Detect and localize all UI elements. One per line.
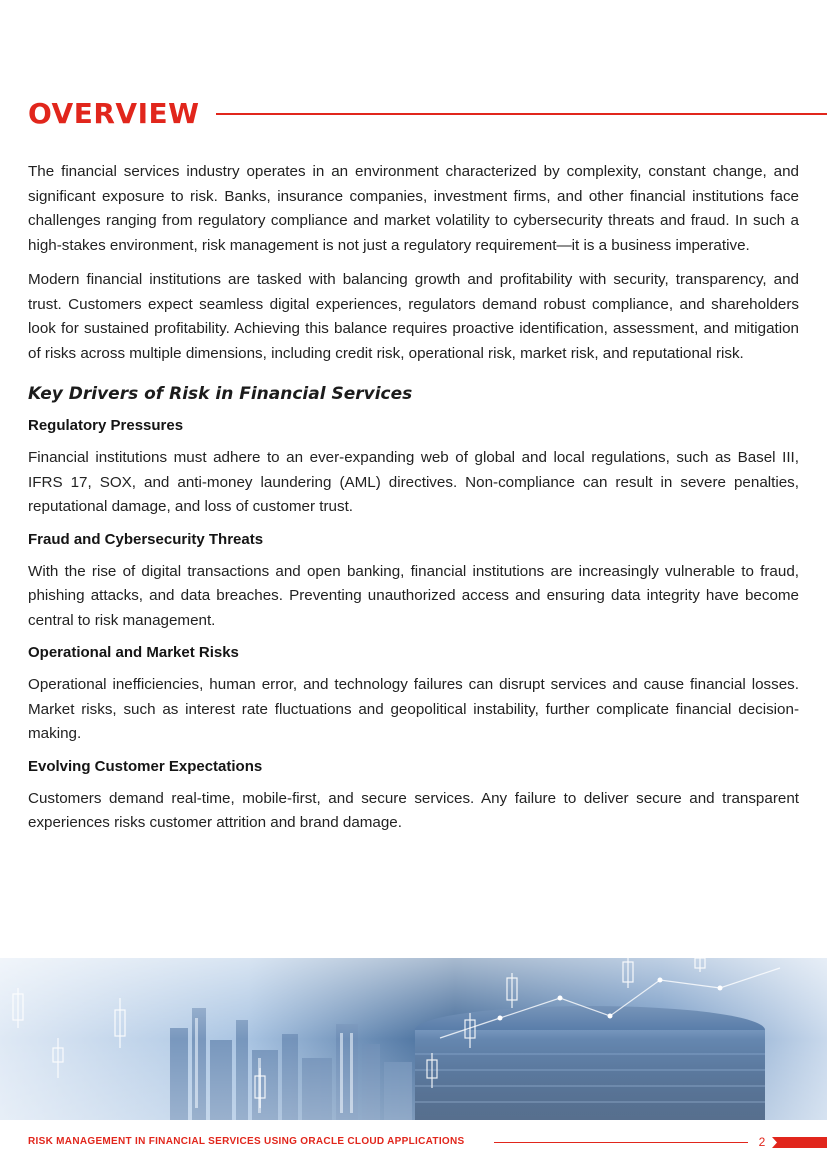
driver-title: Regulatory Pressures [28,417,184,434]
driver-text: Operational inefficiencies, human error, and technology failures can disrupt services and cause financial losses. Market risks, such as interest rate fluctuations and geopolitical instability, further complicate financial decision-making. [28,676,799,742]
main-content [28,160,799,846]
intro-paragraph: Modern financial institutions are tasked with balancing growth and profitability with security, transparency, and trust. Customers expect seamless digital experiences, regulators demand robust compliance, and shareholders look for sustained profitability. Achieving this balance requires proactive identification, assessment, and mitigation of risks across multiple dimensions, including credit risk, operational risk, market risk, and reputational risk. [28,271,799,362]
page-footer [28,1134,827,1150]
section-heading: Key Drivers of Risk in Financial Services [28,384,413,404]
driver-title: Operational and Market Risks [28,644,239,661]
driver-title: Fraud and Cybersecurity Threats [28,530,264,548]
driver-text: With the rise of digital transactions and open banking, financial institutions are increasingly vulnerable to fraud, phishing attacks, and data breaches. Preventing unauthorized access and ensuring data integrity have become central to risk management. [28,562,799,629]
banner-graphic [0,958,827,1120]
page-title: OVERVIEW [28,97,200,130]
footer-title: RISK MANAGEMENT IN FINANCIAL SERVICES USING ORACLE CLOUD APPLICATIONS [28,1136,465,1147]
driver-title: Evolving Customer Expectations [28,757,263,775]
page-number: 2 [748,1134,776,1150]
driver-text: Financial institutions must adhere to an ever-expanding web of global and local regulations, such as Basel III, IFRS 17, SOX, and anti-money laundering (AML) directives. Non-compliance can result in severe penalties, reputational damage, and loss of customer trust. [28,449,799,515]
finance-banner-image [0,958,827,1120]
intro-paragraph: The financial services industry operates in an environment characterized by complexity, constant change, and significant exposure to risk. Banks, insurance companies, investment firms, and other financial institutions face challenges ranging from regulatory compliance and market volatility to cybersecurity threats and fraud. In such a high-stakes environment, risk management is not just a regulatory requirement—it is a business imperative. [28,163,799,254]
title-rule [216,113,827,115]
footer-rule [494,1142,770,1143]
page-tab-marker [772,1137,827,1148]
driver-text: Customers demand real-time, mobile-first, and secure services. Any failure to deliver secure and transparent experiences risks customer attrition and brand damage. [28,789,799,831]
page-header [28,96,827,132]
